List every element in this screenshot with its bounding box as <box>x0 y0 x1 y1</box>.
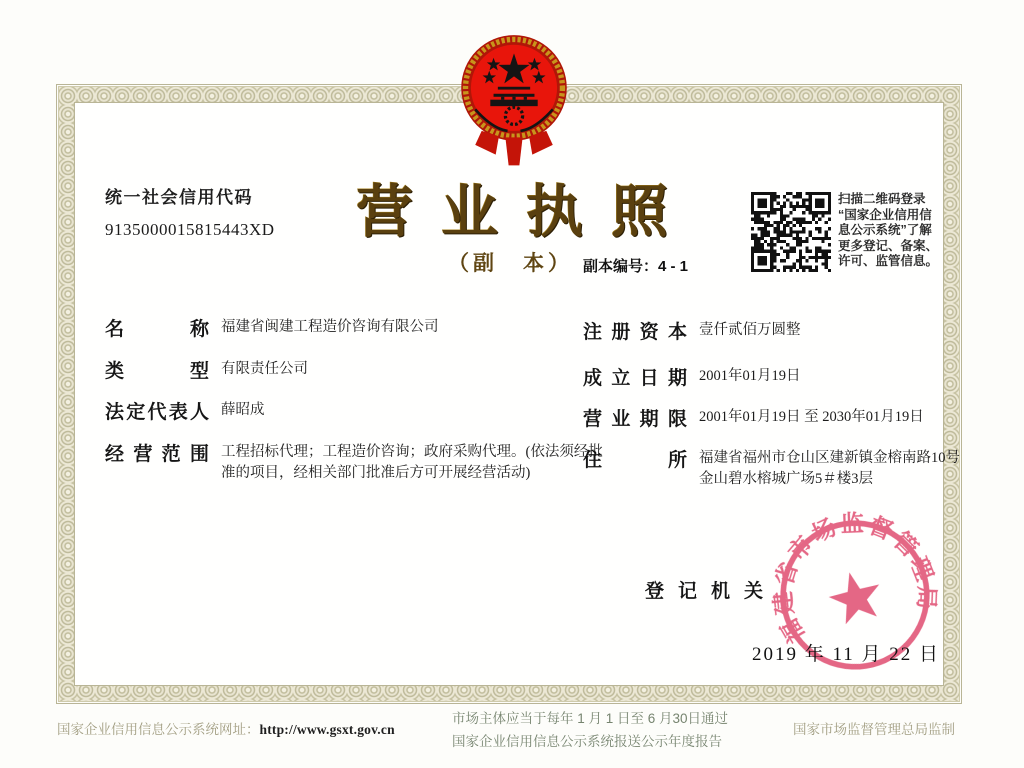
field-business-term <box>583 404 924 431</box>
issue-date: 2019 年 11 月 22 日 <box>752 644 941 665</box>
field-value <box>699 366 801 387</box>
qr-caption-line: “国家企业信用信 <box>838 207 932 222</box>
license-title: 营业执照 <box>356 180 696 244</box>
field-value <box>699 320 801 341</box>
field-value-line: 2001年01月19日 至 2030年01月19日 <box>699 409 924 425</box>
qr-caption-line: 扫描二维码登录 <box>838 192 926 206</box>
qr-caption <box>838 192 968 272</box>
field-value-line: 准的项目，经相关部门批准后方可开展经营活动) <box>221 465 531 482</box>
field-value <box>699 407 924 428</box>
field-value <box>699 448 960 490</box>
field-value <box>221 442 603 484</box>
footer-url: http://www.gsxt.gov.cn <box>259 722 395 737</box>
field-value-line: 有限责任公司 <box>221 361 308 377</box>
field-value-line: 金山碧水榕城广场5＃楼3层 <box>699 471 873 488</box>
footer-center-line: 国家企业信用信息公示系统报送公示年度报告 <box>452 734 722 749</box>
qr-block <box>751 192 968 272</box>
field-label: 住所 <box>583 450 687 471</box>
field-business-scope <box>105 439 603 484</box>
china-national-emblem-icon <box>460 34 568 174</box>
seal-text: 福建省市场监督管理局 <box>769 509 941 648</box>
field-label: 营业期限 <box>583 409 687 430</box>
field-value-line: 薛昭成 <box>221 402 265 418</box>
field-registered-capital <box>583 317 801 344</box>
subtitle-row <box>448 247 688 277</box>
field-type <box>105 356 308 383</box>
field-name <box>105 314 439 341</box>
field-value-line: 福建省闽建工程造价咨询有限公司 <box>221 319 439 335</box>
field-label: 成立日期 <box>583 368 687 389</box>
field-value <box>221 400 265 421</box>
field-value <box>221 359 308 380</box>
field-value-line: 福建省福州市仓山区建新镇金榕南路10号 <box>699 450 960 466</box>
field-value-line: 壹仟贰佰万圆整 <box>699 322 801 338</box>
duplicate-copy-label: （副 本） <box>448 252 573 275</box>
footer-url-label: 国家企业信用信息公示系统网址： <box>57 722 260 737</box>
credit-code-label: 统一社会信用代码 <box>105 188 253 207</box>
qr-caption-line: 更多登记、备案、 <box>838 238 939 253</box>
footer-center-line: 市场主体应当于每年 1 月 1 日至 6 月30日通过 <box>452 711 729 726</box>
field-label: 名称 <box>105 319 209 340</box>
qr-code-icon <box>751 192 831 272</box>
field-address <box>583 445 960 490</box>
copy-number: 副本编号：4 - 1 <box>583 258 689 275</box>
footer-right: 国家市场监督管理总局监制 <box>793 722 955 737</box>
registration-authority-label: 登记机关 <box>645 581 763 602</box>
qr-caption-line: 息公示系统”了解 <box>838 223 932 238</box>
field-establishment-date <box>583 363 801 390</box>
field-value <box>221 317 439 338</box>
field-label: 注册资本 <box>583 322 687 343</box>
footer-left <box>57 718 395 738</box>
field-legal-representative <box>105 397 265 424</box>
footer-center <box>452 707 772 753</box>
field-label: 经营范围 <box>105 444 209 465</box>
field-label: 法定代表人 <box>105 402 209 423</box>
qr-caption-line: 许可、监管信息。 <box>838 254 939 269</box>
field-label: 类型 <box>105 361 209 382</box>
registration-authority-row <box>645 576 763 603</box>
field-value-line: 工程招标代理；工程造价咨询；政府采购代理。(依法须经批 <box>221 444 603 460</box>
credit-code-value: 9135000015815443XD <box>105 220 275 239</box>
field-value-line: 2001年01月19日 <box>699 368 801 384</box>
